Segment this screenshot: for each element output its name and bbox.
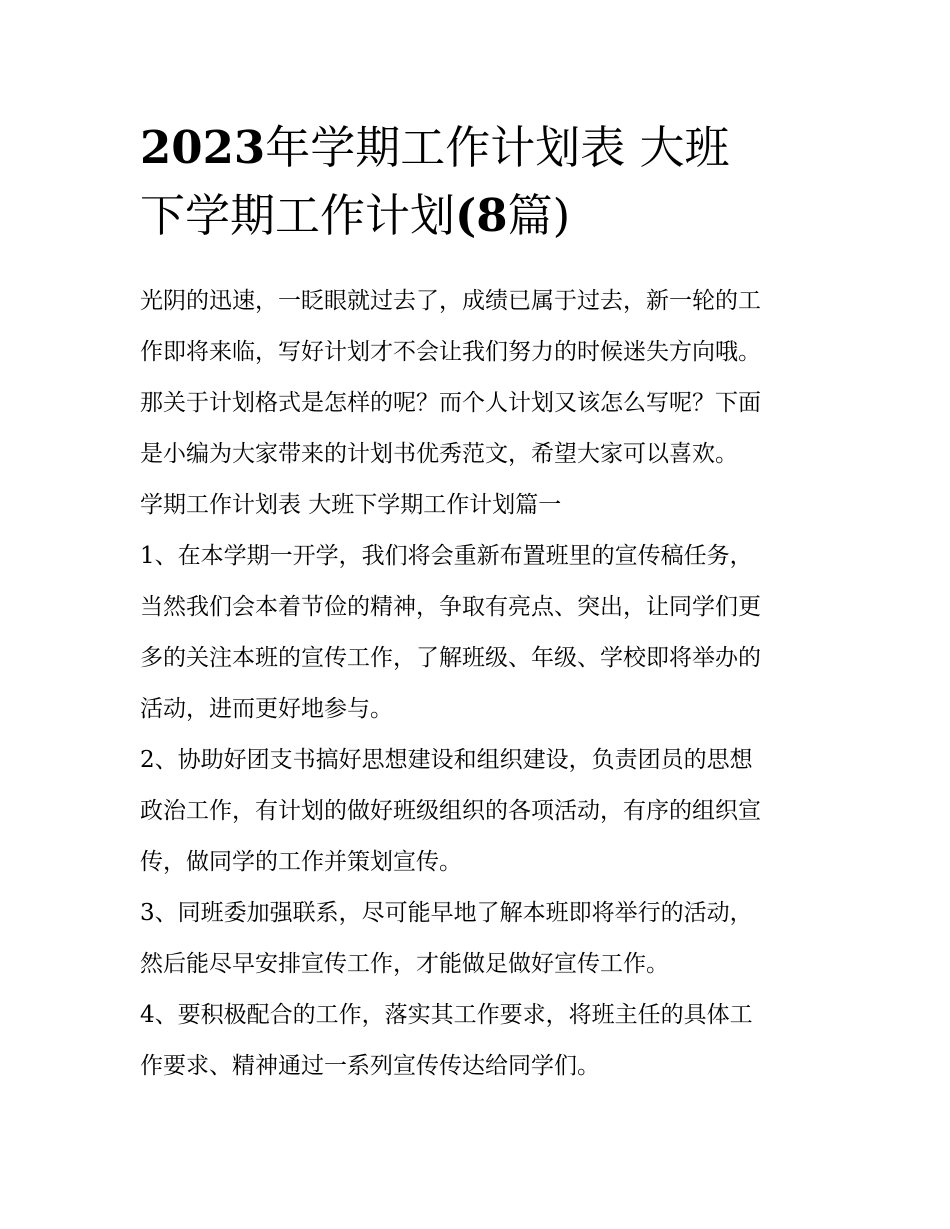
text-line: 多的关注本班的宣传工作，了解班级、年级、学校即将举办的 <box>140 645 761 671</box>
text-line: 是小编为大家带来的计划书优秀范文，希望大家可以喜欢。 <box>140 441 738 467</box>
title-line-1 <box>140 114 820 182</box>
text-line: 当然我们会本着节俭的精神，争取有亮点、突出，让同学们更 <box>140 594 761 620</box>
plan-item-3 <box>140 888 820 990</box>
document-body <box>140 276 820 1092</box>
text-line: 作要求、精神通过一系列宣传传达给同学们。 <box>140 1053 600 1079</box>
text-line: 作即将来临，写好计划才不会让我们努力的时候迷失方向哦。 <box>140 339 761 365</box>
text-line: 1、在本学期一开学，我们将会重新布置班里的宣传稿任务， <box>140 543 753 569</box>
title-count: (8 <box>455 189 508 242</box>
text-line: 光阴的迅速，一眨眼就过去了，成绩已属于过去，新一轮的工 <box>140 288 761 314</box>
text-line: 活动，进而更好地参与。 <box>140 696 393 722</box>
text-line: 4、要积极配合的工作，落实其工作要求，将班主任的具体工 <box>140 1002 753 1028</box>
intro-paragraph <box>140 276 820 480</box>
plan-item-1 <box>140 531 820 735</box>
text-line: 3、同班委加强联系，尽可能早地了解本班即将举行的活动， <box>140 900 753 926</box>
page-title <box>140 114 820 250</box>
title-text-1: 年学期工作计划表 大班 <box>265 121 730 174</box>
section-heading-text: 学期工作计划表 大班下学期工作计划篇一 <box>140 492 562 518</box>
title-year: 2023 <box>140 121 266 174</box>
text-line: 政治工作，有计划的做好班级组织的各项活动，有序的组织宣 <box>140 798 761 824</box>
section-heading <box>140 480 820 531</box>
text-line: 2、协助好团支书搞好思想建设和组织建设，负责团员的思想 <box>140 747 753 773</box>
plan-item-4 <box>140 990 820 1092</box>
title-text-2a: 下学期工作计划 <box>140 189 456 242</box>
title-line-2 <box>140 182 820 250</box>
text-line: 传，做同学的工作并策划宣传。 <box>140 849 462 875</box>
text-line: 然后能尽早安排宣传工作，才能做足做好宣传工作。 <box>140 951 669 977</box>
title-text-2b: 篇) <box>507 189 571 242</box>
plan-item-2 <box>140 735 820 888</box>
text-line: 那关于计划格式是怎样的呢？而个人计划又该怎么写呢？下面 <box>140 390 761 416</box>
